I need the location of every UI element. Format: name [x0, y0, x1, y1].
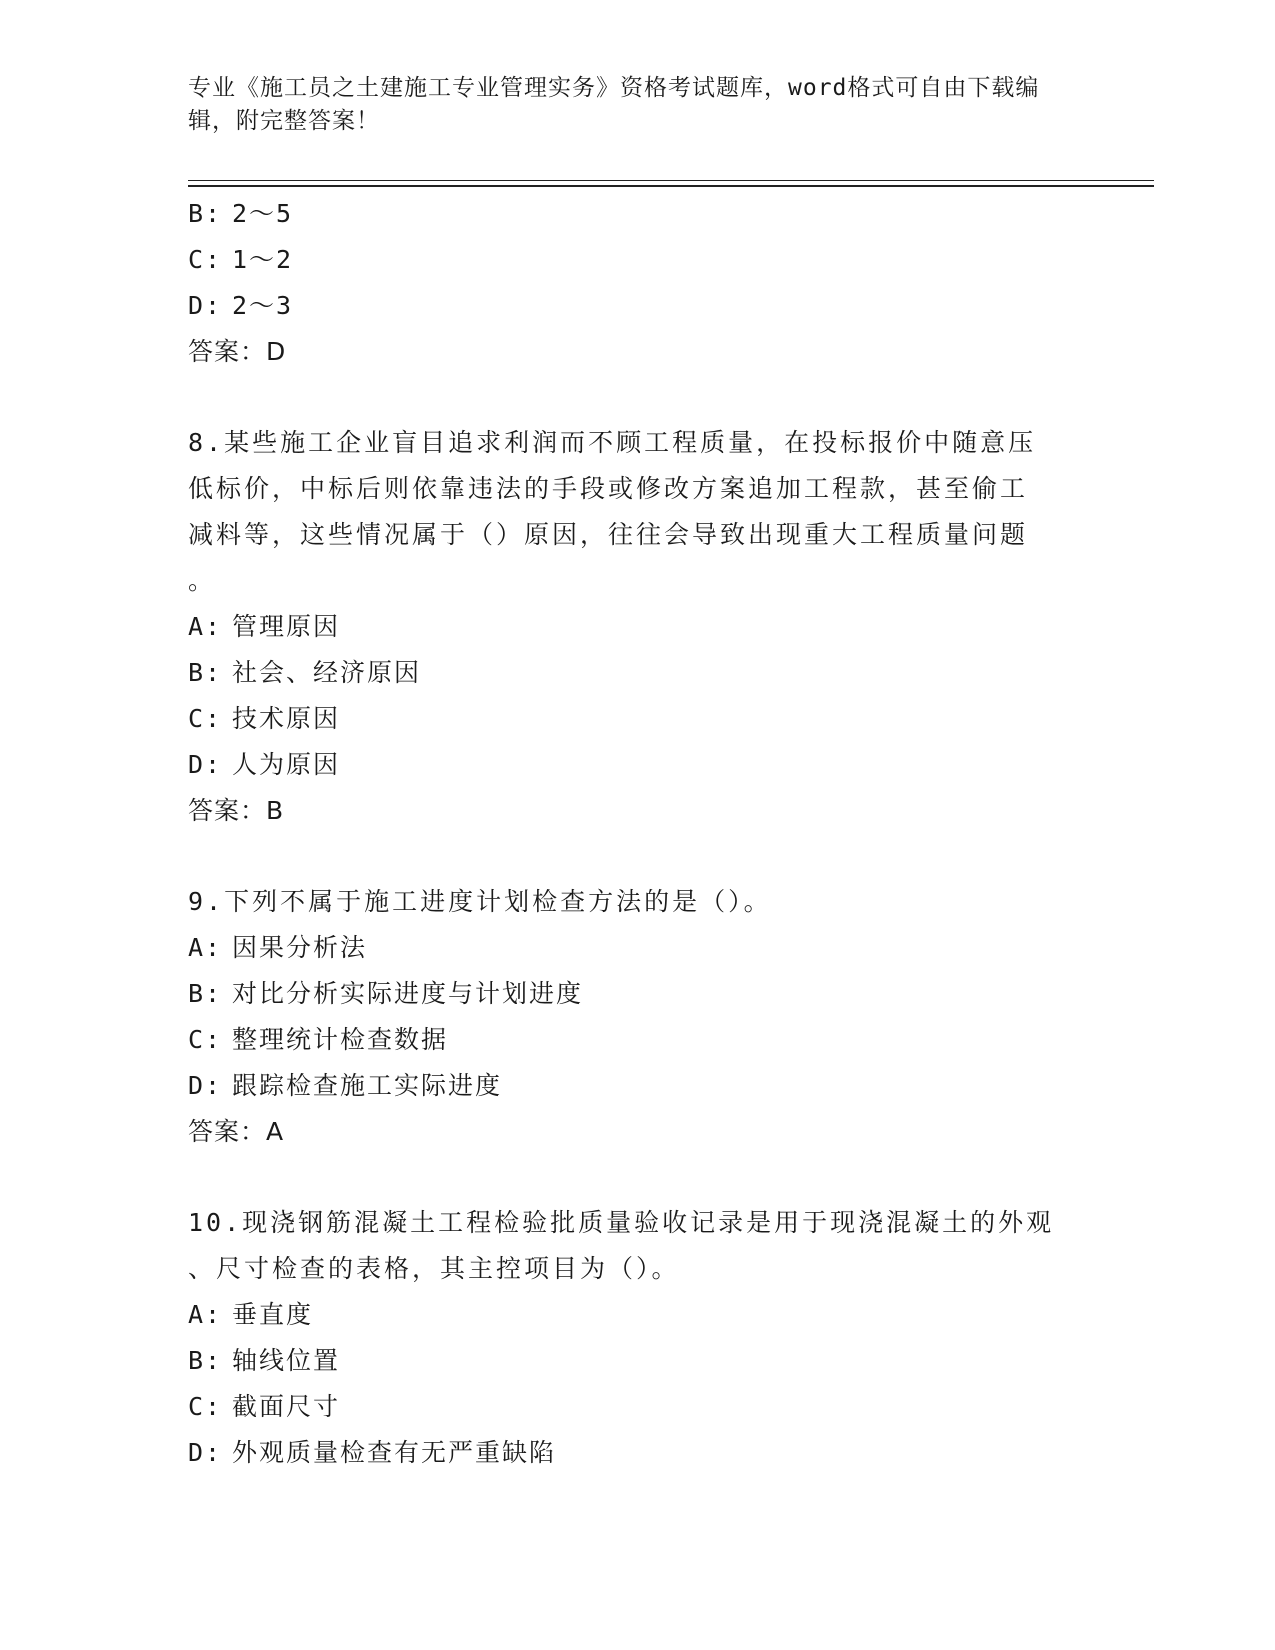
header-line-2: 辑，附完整答案！: [188, 108, 380, 134]
option-letter: B:: [188, 658, 223, 687]
option-text: 整理统计检查数据: [232, 1025, 449, 1054]
option-item: [188, 742, 1088, 788]
question-7-options: [188, 191, 1088, 375]
option-letter: D:: [188, 1071, 223, 1100]
option-item: [188, 191, 1088, 237]
option-text: 垂直度: [232, 1300, 314, 1329]
option-letter: C:: [188, 245, 223, 274]
question-10-text: [188, 1200, 1088, 1292]
header-divider-thick: [188, 185, 1154, 187]
option-item: [188, 1430, 1088, 1476]
option-letter: D:: [188, 291, 223, 320]
option-item: [188, 283, 1088, 329]
option-letter: B:: [188, 979, 223, 1008]
option-text: 人为原因: [232, 750, 341, 779]
option-text: 2～3: [232, 291, 294, 320]
option-letter: C:: [188, 1392, 223, 1421]
option-text: 截面尺寸: [232, 1392, 341, 1421]
option-item: [188, 237, 1088, 283]
question-8-text: [188, 420, 1088, 604]
option-item: [188, 1384, 1088, 1430]
option-text: 社会、经济原因: [232, 658, 422, 687]
question-8: [188, 420, 1088, 834]
question-line: 减料等，这些情况属于（）原因，往往会导致出现重大工程质量问题: [188, 520, 1029, 549]
answer-line: 答案：B: [188, 796, 285, 825]
option-item: [188, 604, 1088, 650]
option-letter: A:: [188, 933, 223, 962]
question-content: [188, 191, 1088, 1476]
option-text: 1～2: [232, 245, 294, 274]
option-item: [188, 971, 1088, 1017]
question-line: 8.某些施工企业盲目追求利润而不顾工程质量，在投标报价中随意压: [188, 428, 1037, 457]
option-letter: A:: [188, 612, 223, 641]
option-item: [188, 696, 1088, 742]
question-9-text: [188, 879, 1088, 925]
option-item: [188, 1063, 1088, 1109]
option-item: [188, 1017, 1088, 1063]
option-text: 技术原因: [232, 704, 341, 733]
question-line: 9.下列不属于施工进度计划检查方法的是（）。: [188, 887, 772, 916]
option-letter: C:: [188, 1025, 223, 1054]
header-divider-thin: [188, 180, 1154, 181]
option-text: 跟踪检查施工实际进度: [232, 1071, 503, 1100]
option-item: [188, 1338, 1088, 1384]
option-text: 轴线位置: [232, 1346, 341, 1375]
question-line: 。: [188, 566, 217, 595]
option-text: 外观质量检查有无严重缺陷: [232, 1438, 557, 1467]
option-text: 2～5: [232, 199, 294, 228]
document-header: [188, 72, 1068, 138]
question-10: [188, 1200, 1088, 1476]
option-text: 管理原因: [232, 612, 341, 641]
option-item: [188, 650, 1088, 696]
option-letter: C:: [188, 704, 223, 733]
question-line: 10.现浇钢筋混凝土工程检验批质量验收记录是用于现浇混凝土的外观: [188, 1208, 1055, 1237]
option-item: [188, 925, 1088, 971]
answer-line: 答案：D: [188, 337, 287, 366]
question-9: [188, 879, 1088, 1155]
option-letter: B:: [188, 1346, 223, 1375]
option-letter: A:: [188, 1300, 223, 1329]
option-letter: B:: [188, 199, 223, 228]
answer-line: 答案：A: [188, 1117, 285, 1146]
option-item: [188, 1292, 1088, 1338]
header-line-1: 专业《施工员之土建施工专业管理实务》资格考试题库，word格式可自由下载编: [188, 75, 1040, 101]
option-letter: D:: [188, 1438, 223, 1467]
question-line: 低标价，中标后则依靠违法的手段或修改方案追加工程款，甚至偷工: [188, 474, 1029, 503]
question-line: 、尺寸检查的表格，其主控项目为（）。: [188, 1254, 680, 1283]
option-text: 因果分析法: [232, 933, 368, 962]
option-text: 对比分析实际进度与计划进度: [232, 979, 584, 1008]
option-letter: D:: [188, 750, 223, 779]
